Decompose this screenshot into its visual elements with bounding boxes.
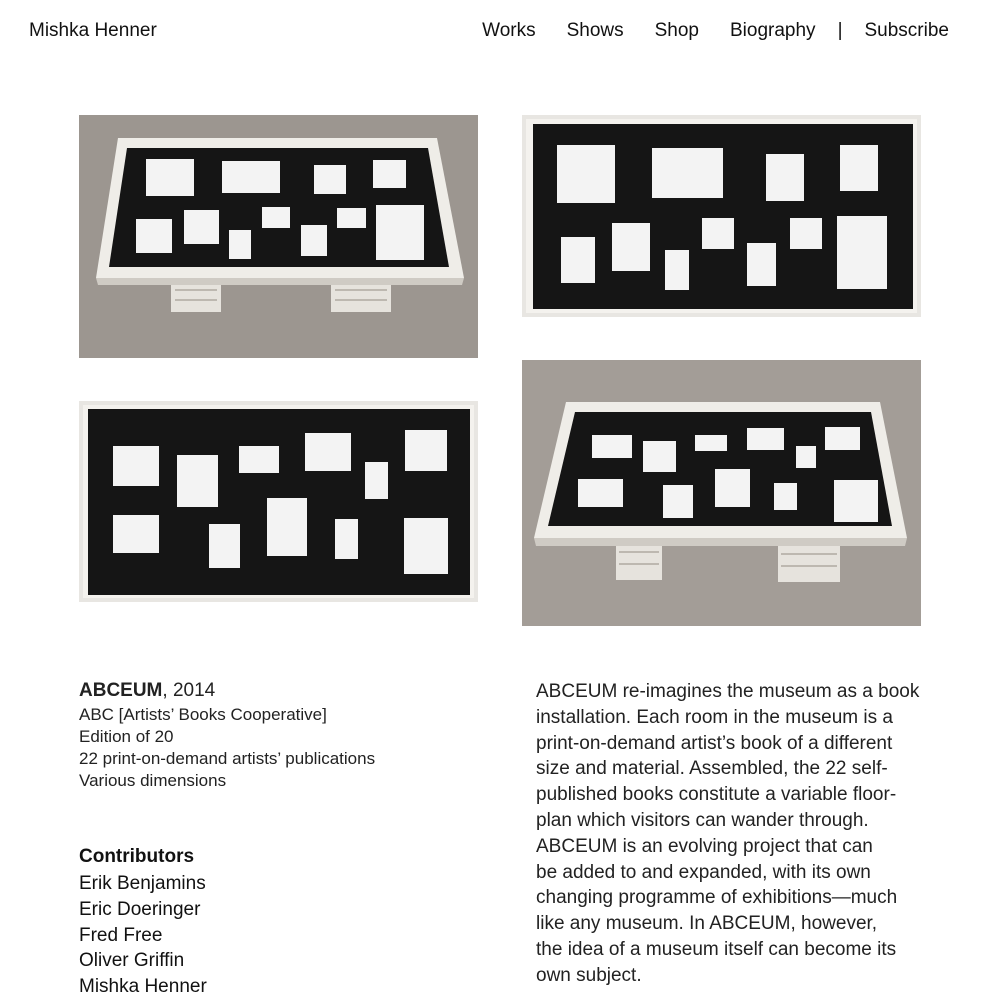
contributor-name: Eric Doeringer: [79, 898, 201, 920]
photo-table-angled-2[interactable]: [522, 360, 921, 626]
work-year: , 2014: [162, 680, 216, 701]
description-line: print-on-demand artist’s book of a different: [536, 732, 893, 754]
contributors-section: [79, 845, 499, 1000]
work-publisher: ABC [Artists’ Books Cooperative]: [79, 705, 327, 724]
photo-table-angled-1-image: [79, 115, 478, 358]
work-dimensions: Various dimensions: [79, 771, 227, 790]
photo-table-angled-2-image: [522, 360, 921, 626]
contributor-name: Fred Free: [79, 924, 163, 946]
work-medium: 22 print-on-demand artists’ publications: [79, 749, 376, 768]
contributor-name: Mishka Henner: [79, 976, 207, 998]
nav-works[interactable]: Works: [482, 20, 536, 41]
description-line: installation. Each room in the museum is a: [536, 706, 893, 728]
nav-biography[interactable]: Biography: [730, 20, 816, 41]
photo-tray-topdown-2[interactable]: [79, 401, 478, 602]
work-title: ABCEUM: [79, 680, 163, 701]
photo-tray-topdown-1[interactable]: [522, 115, 921, 317]
photo-table-angled-1[interactable]: [79, 115, 478, 358]
main-nav: [482, 19, 949, 43]
contributor-name: Oliver Griffin: [79, 950, 185, 972]
description-line: ABCEUM re-imagines the museum as a book: [536, 681, 920, 702]
work-edition: Edition of 20: [79, 727, 174, 746]
description-line: changing programme of exhibitions—much: [536, 887, 898, 909]
description-line: own subject.: [536, 964, 642, 986]
nav-separator: |: [837, 20, 843, 41]
description-line: size and material. Assembled, the 22 self-: [536, 758, 888, 780]
work-title-line: [79, 680, 499, 702]
contributor-name: Erik Benjamins: [79, 873, 206, 894]
photo-tray-topdown-2-image: [79, 401, 478, 602]
work-caption: [79, 680, 499, 792]
nav-shop[interactable]: Shop: [654, 20, 699, 41]
photo-tray-topdown-1-image: [522, 115, 921, 317]
nav-shows[interactable]: Shows: [566, 20, 624, 41]
work-description: [536, 679, 926, 989]
nav-subscribe[interactable]: Subscribe: [864, 20, 949, 41]
site-title-link[interactable]: Mishka Henner: [29, 20, 157, 41]
contributors-heading: Contributors: [79, 846, 195, 867]
description-line: published books constitute a variable floor-: [536, 784, 897, 806]
description-line: ABCEUM is an evolving project that can: [536, 835, 873, 857]
description-line: the idea of a museum itself can become its: [536, 938, 897, 960]
description-line: like any museum. In ABCEUM, however,: [536, 913, 878, 935]
description-line: be added to and expanded, with its own: [536, 861, 871, 883]
description-line: plan which visitors can wander through.: [536, 809, 869, 831]
